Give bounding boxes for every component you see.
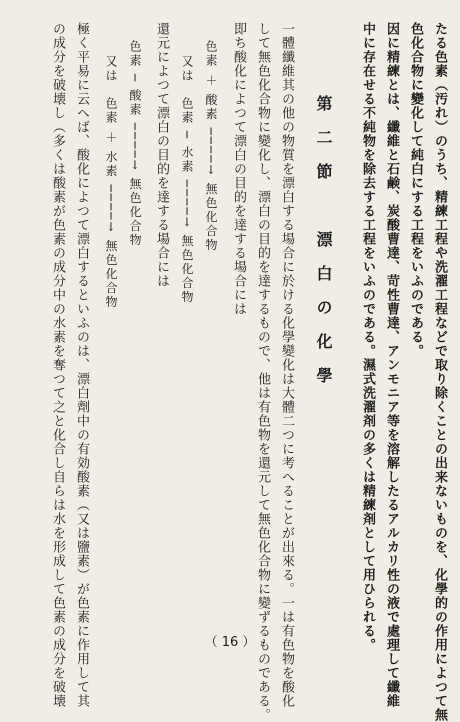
formula-line: 色素 ─ 酸素 ────→ 無色化合物 bbox=[128, 40, 142, 248]
formula-line: 色素 ＋ 酸素 ────→ 無色化合物 bbox=[204, 40, 218, 253]
text-column: 極く平易に云へば、酸化によつて漂白するといふのは、漂白劑中の有効酸素（又は鹽素）が色素に作用して其 bbox=[74, 22, 89, 708]
section-heading: 第二節 漂白の化學 bbox=[314, 95, 333, 401]
text-column: して無色化合物に變化し、漂白の目的を達するもので、他は有色物を還元して無色化合物に變ずるものである。 bbox=[255, 22, 270, 722]
text-column: 即ち酸化によつて漂白の目的を達する場合には bbox=[231, 22, 246, 316]
text-column: 還元によつて漂白の目的を達する場合には bbox=[154, 22, 169, 288]
text-column: の成分を破壊し（多くは酸素が色素の成分中の水素を奪つて之と化合し自らは水を形成して色素の成分を破壊 bbox=[50, 22, 65, 708]
formula-line: 又は 色素 ─ 水素 ────→ 無色化合物 bbox=[180, 55, 194, 305]
formula-line: 又は 色素 ＋ 水素 ────→ 無色化合物 bbox=[104, 55, 118, 310]
page-number: （ 16 ） bbox=[204, 635, 256, 650]
text-column: たる色素（汚れ）のうち、精練工程や洗濯工程などで取り除くことの出来ないものを、化學的の作用によつて無 bbox=[432, 22, 447, 722]
text-column: 中に存在せる不純物を除去する工程をいふのである。濕式洗濯剤の多くは精練剤として用ひられる。 bbox=[360, 22, 375, 652]
text-column: 色化合物に變化して純白にする工程をいふのである。 bbox=[408, 22, 423, 358]
text-column: 一體纖維其の他の物質を漂白する場合に於ける化學變化は大體二つに考へることが出來る。一は有色物を酸化 bbox=[279, 22, 294, 708]
text-column: 因に精練とは、纖維と石鹸、炭酸曹達、苛性曹達、アンモニア等を溶解したるアルカリ性の液で處理して纖維 bbox=[384, 22, 399, 708]
